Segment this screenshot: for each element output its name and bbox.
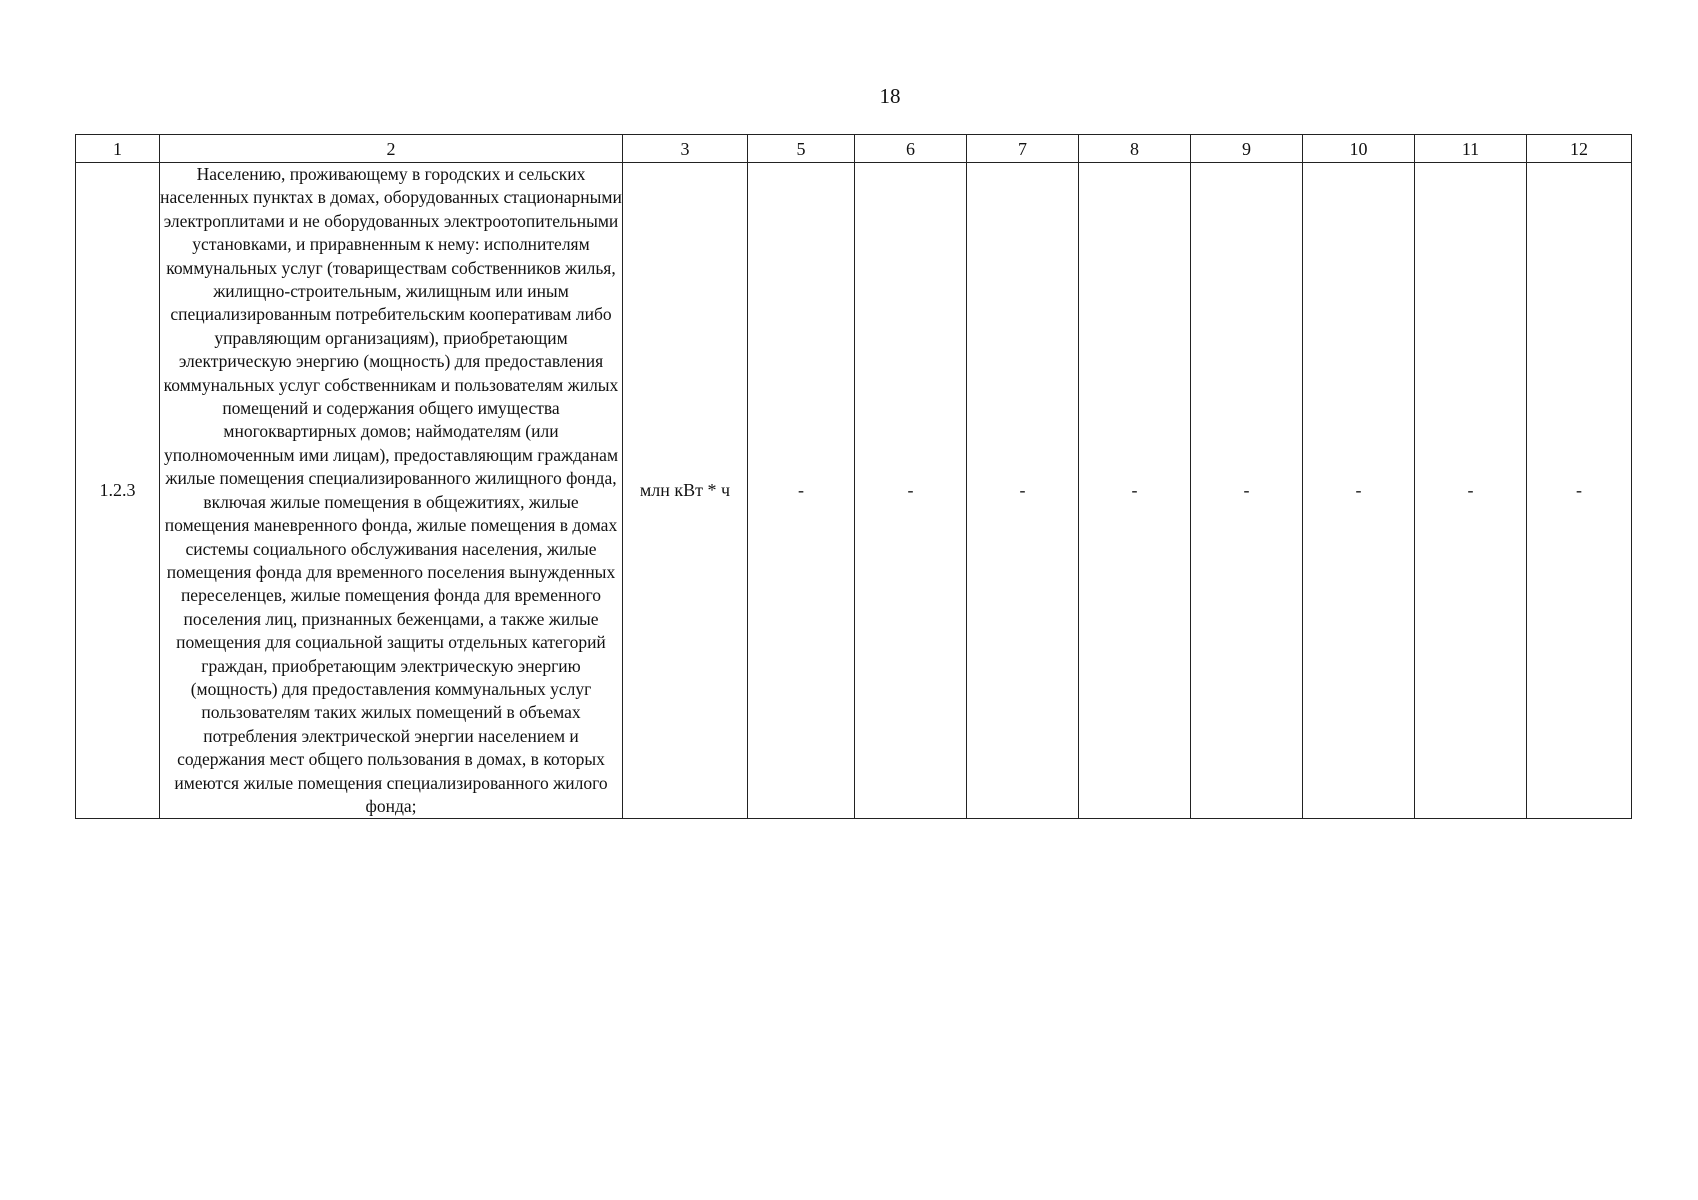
page-number: 18 [879, 84, 901, 108]
row-number-cell: 1.2.3 [76, 163, 160, 819]
header-cell-col1: 1 [76, 135, 160, 163]
header-cell-col12: 12 [1527, 135, 1632, 163]
value-cell-col10: - [1303, 163, 1415, 819]
data-table [75, 134, 1632, 819]
header-cell-col11: 11 [1415, 135, 1527, 163]
header-row [76, 135, 1632, 163]
value-cell-col5: - [748, 163, 855, 819]
header-cell-col6: 6 [855, 135, 967, 163]
value-cell-col6: - [855, 163, 967, 819]
header-cell-col10: 10 [1303, 135, 1415, 163]
header-cell-col5: 5 [748, 135, 855, 163]
value-cell-col8: - [1079, 163, 1191, 819]
row-unit-cell: млн кВт * ч [623, 163, 748, 819]
table-header [76, 135, 1632, 163]
value-cell-col7: - [967, 163, 1079, 819]
header-cell-col7: 7 [967, 135, 1079, 163]
value-cell-col11: - [1415, 163, 1527, 819]
table-row [76, 163, 1632, 819]
header-cell-col8: 8 [1079, 135, 1191, 163]
value-cell-col12: - [1527, 163, 1632, 819]
header-cell-col9: 9 [1191, 135, 1303, 163]
header-cell-col2: 2 [160, 135, 623, 163]
value-cell-col9: - [1191, 163, 1303, 819]
header-cell-col3: 3 [623, 135, 748, 163]
row-description-cell: Населению, проживающему в городских и сельских населенных пунктах в домах, оборудованных стационарными электроплитами и не оборудованных электроотопительными установками, и приравненным к нему: исполнителям коммунальных услуг (товариществам собственников жилья, жилищно-строительным, жилищным или иным специализированным потребительским кооперативам либо управляющим организациям), приобретающим электрическую энергию (мощность) для предоставления коммунальных услуг собственникам и пользователям жилых помещений и содержания общего имущества многоквартирных домов; наймодателям (или уполномоченным ими лицам), предоставляющим гражданам жилые помещения специализированного жилищного фонда, включая жилые помещения в общежитиях, жилые помещения маневренного фонда, жилые помещения в домах системы социального обслуживания населения, жилые помещения фонда для временного поселения вынужденных переселенцев, жилые помещения фонда для временного поселения лиц, признанных беженцами, а также жилые помещения для социальной защиты отдельных категорий граждан, приобретающим электрическую энергию (мощность) для предоставления коммунальных услуг пользователям таких жилых помещений в объемах потребления электрической энергии населением и содержания мест общего пользования в домах, в которых имеются жилые помещения специализированного жилого фонда; [160, 163, 623, 819]
